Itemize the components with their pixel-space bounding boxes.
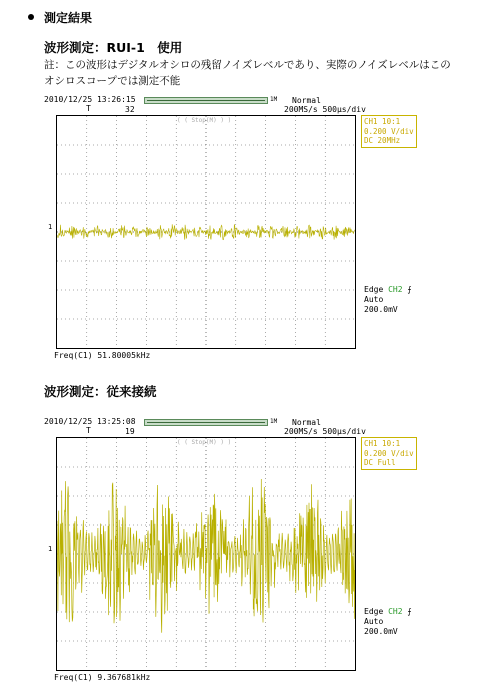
channel-level-marker: 1 (48, 545, 53, 553)
sample-rate: 200MS/s 500μs/div (284, 105, 366, 114)
acquisition-count: 32 (125, 105, 135, 114)
trigger-auto: Auto (364, 617, 384, 626)
trigger-position-marker: T (86, 104, 91, 113)
trigger-edge: Edge (364, 285, 384, 294)
trigger-edge: Edge (364, 607, 384, 616)
trigger-slope-icon: ⨍ (407, 285, 412, 294)
bullet-icon (28, 14, 34, 20)
trigger-level: 200.0mV (364, 627, 398, 636)
stop-indicator: ( ( Stop(M) ) ) (177, 117, 232, 124)
scope-datetime: 2010/12/25 13:25:08 (44, 417, 136, 426)
trigger-mode: Normal (292, 96, 321, 105)
waveform-svg (57, 438, 355, 670)
record-position-bar (144, 97, 268, 104)
ch1-label: CH1 10:1 (364, 117, 401, 126)
ch1-waveform-trace (57, 224, 355, 239)
waveform-grid (56, 437, 356, 671)
ch1-scale: 0.200 V/div (364, 448, 414, 458)
trigger-channel: CH2 (388, 285, 403, 294)
oscilloscope-screen-2 (44, 417, 442, 693)
waveform-grid (56, 115, 356, 349)
frequency-readout: Freq(C1) 51.80005kHz (54, 351, 151, 360)
scope-datetime: 2010/12/25 13:26:15 (44, 95, 136, 104)
trigger-position-marker: T (86, 426, 91, 435)
trigger-level: 200.0mV (364, 305, 398, 314)
ch1-coupling: DC 20MHz (364, 136, 401, 145)
channel-level-marker: 1 (48, 223, 53, 231)
trigger-settings (364, 285, 412, 315)
ch1-settings-box (361, 437, 417, 470)
section2-title: 波形測定：従来接続 (44, 384, 157, 399)
trigger-slope-icon: ⨍ (407, 607, 412, 616)
record-length-label: 1M (270, 418, 278, 425)
section1-note: 註：この波形はデジタルオシロの残留ノイズレベルであり、実際のノイズレベルはこのオシロスコープでは測定不能 (44, 59, 451, 87)
ch1-settings-box (361, 115, 417, 148)
trigger-mode: Normal (292, 418, 321, 427)
page-heading: 測定結果 (44, 11, 93, 25)
ch1-label: CH1 10:1 (364, 439, 401, 448)
trigger-settings (364, 607, 412, 637)
acquisition-count: 19 (125, 427, 135, 436)
record-position-bar (144, 419, 268, 426)
record-length-label: 1M (270, 96, 278, 103)
oscilloscope-screen-1 (44, 95, 442, 371)
ch1-scale: 0.200 V/div (364, 126, 414, 136)
section1-title: 波形測定：RUI-1 使用 (44, 40, 183, 55)
trigger-channel: CH2 (388, 607, 403, 616)
trigger-auto: Auto (364, 295, 384, 304)
waveform-svg (57, 116, 355, 348)
frequency-readout: Freq(C1) 9.367681kHz (54, 673, 151, 682)
ch1-coupling: DC Full (364, 458, 396, 467)
stop-indicator: ( ( Stop(M) ) ) (177, 439, 232, 446)
sample-rate: 200MS/s 500μs/div (284, 427, 366, 436)
